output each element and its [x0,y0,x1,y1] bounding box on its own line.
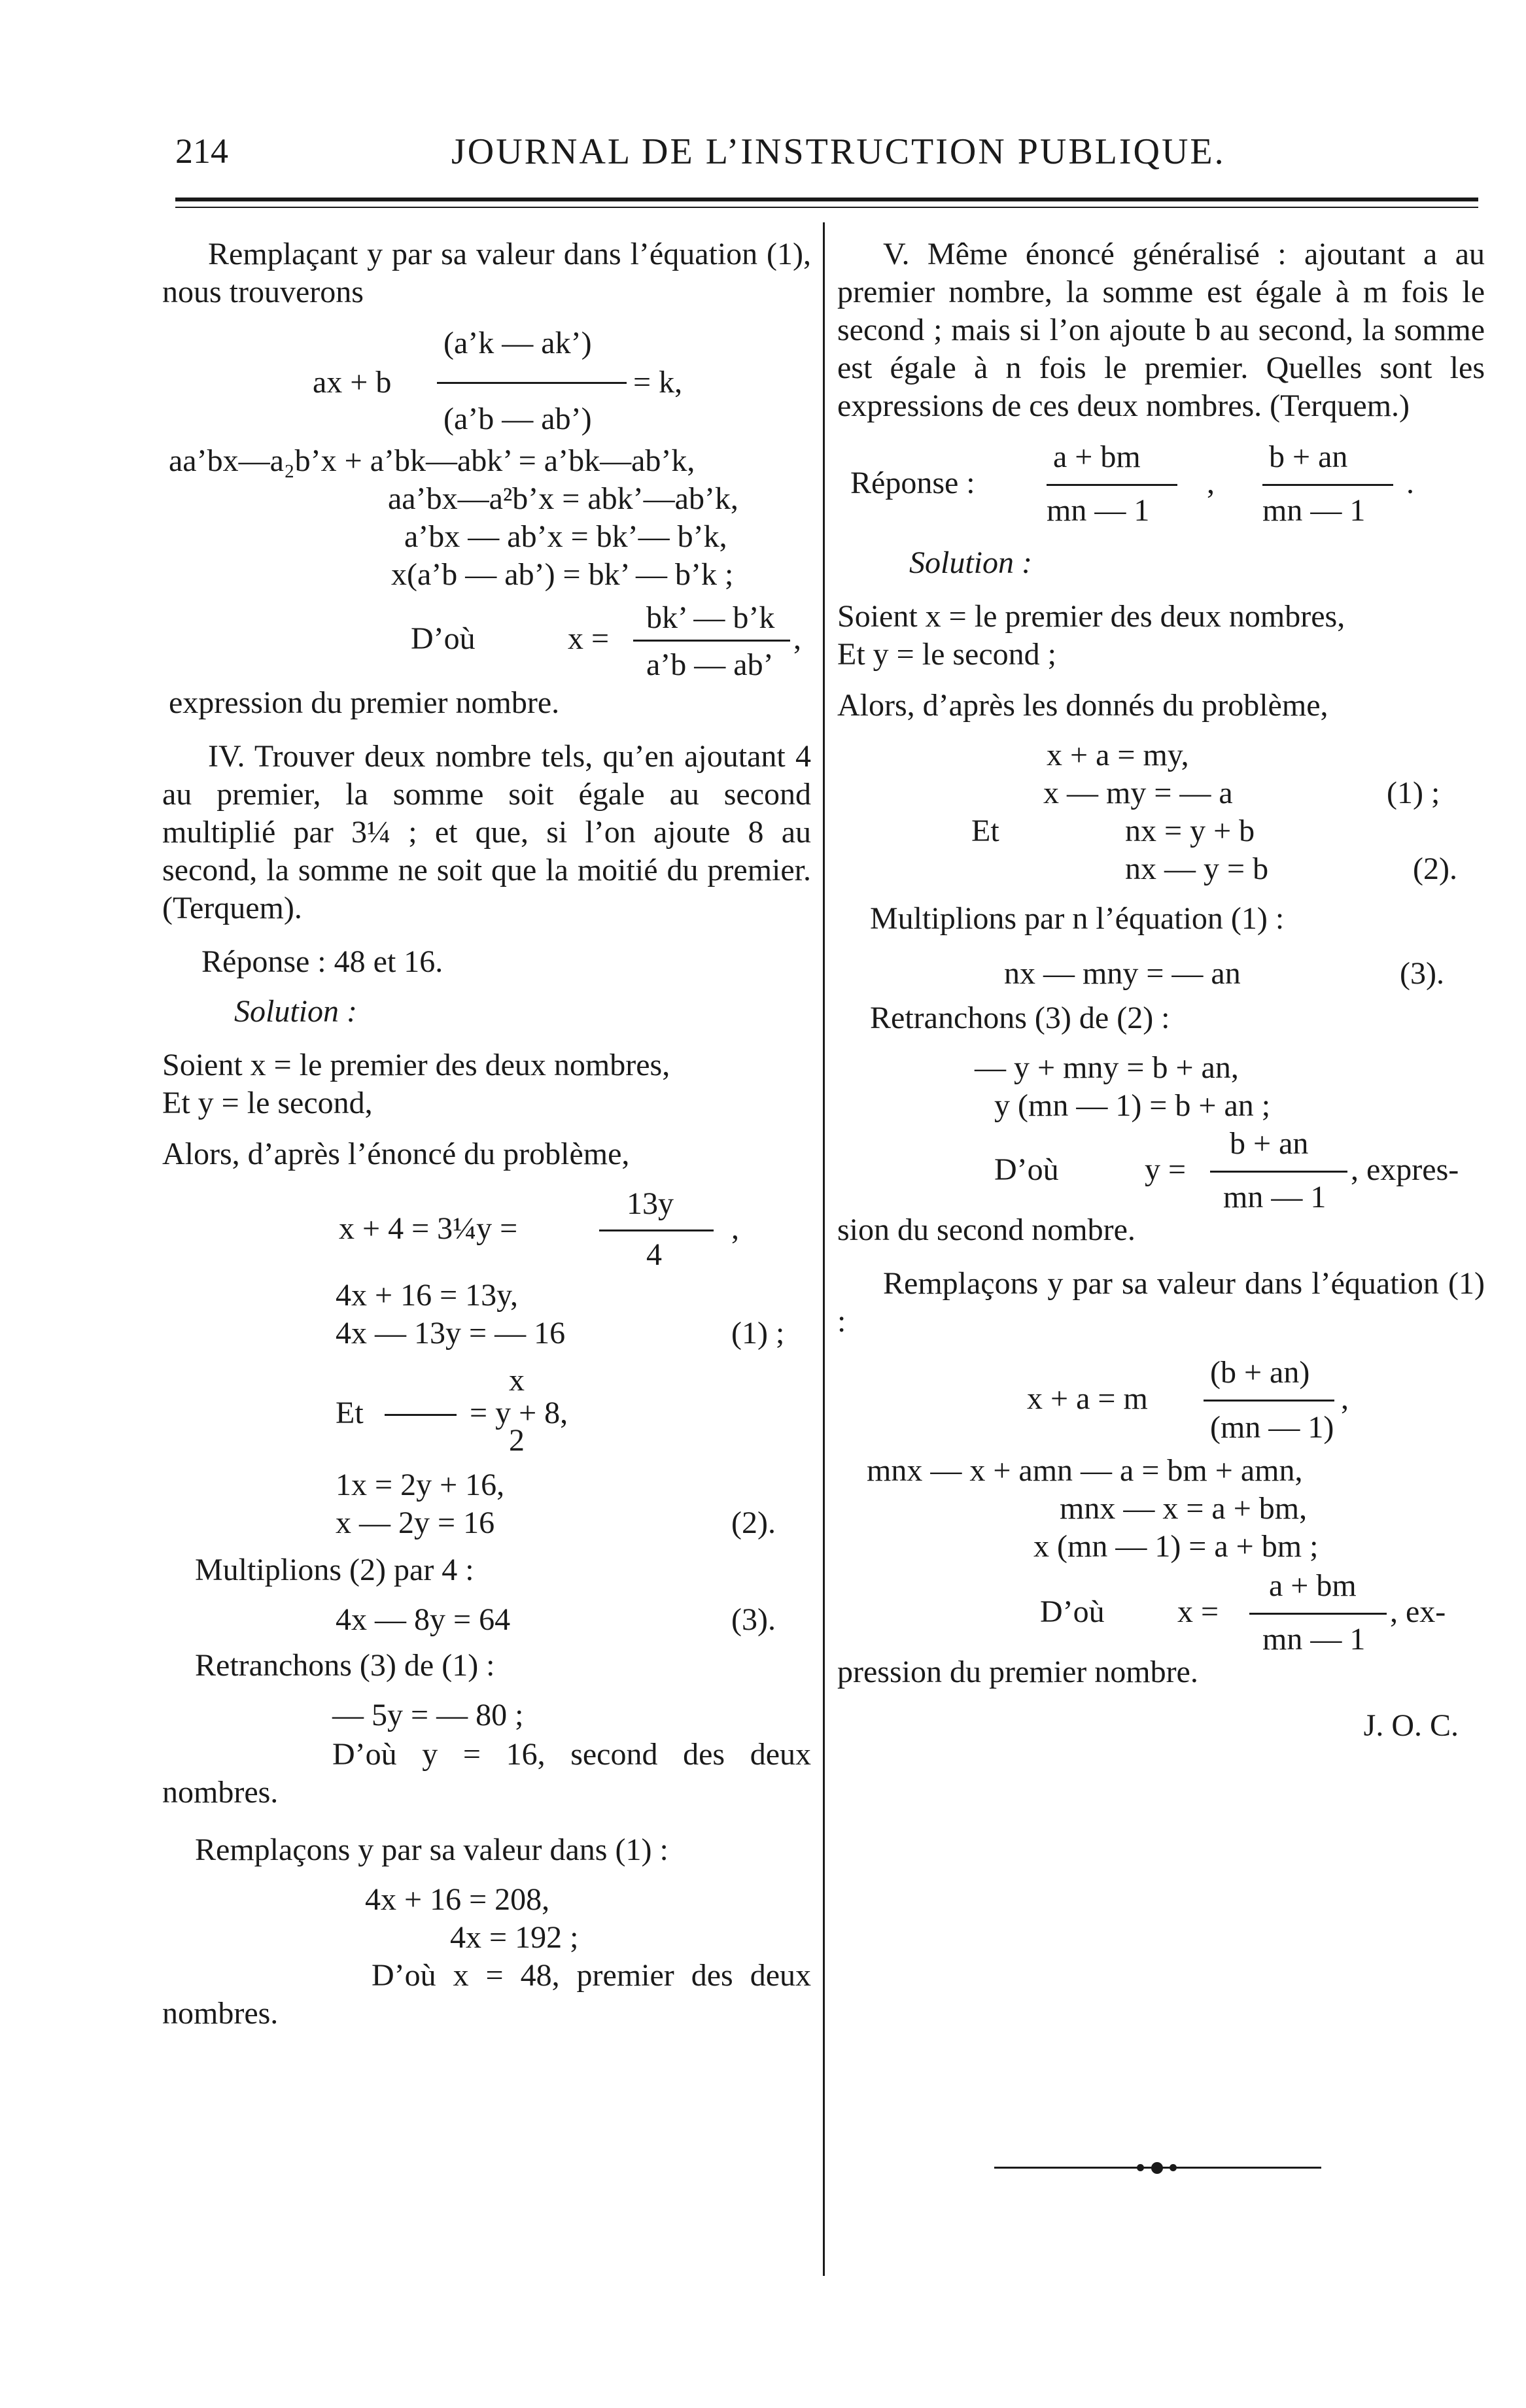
intro-paragraph: Remplaçant y par sa valeur dans l’équation (1), nous trouverons [162,237,811,309]
header-rule-thin [175,207,1478,208]
fraction-numerator: x [509,1363,525,1398]
end-ornament [994,2158,1321,2178]
column-divider [823,222,825,2276]
instruction-line: Retranchons (3) de (1) : [195,1648,495,1683]
equation-block [162,1696,811,1736]
fraction-denominator: mn — 1 [1262,493,1366,528]
fraction-numerator: a + bm [1269,1568,1357,1603]
definition-y: Et y = le second ; [837,637,1056,672]
fraction-bar [1210,1171,1347,1173]
header-rule [175,198,1478,201]
fraction-denominator: mn — 1 [1223,1180,1327,1214]
equation-fraction-1 [162,324,811,442]
separator: , [1207,466,1215,500]
equation-line: mnx — x = a + bm, [1060,1491,1308,1526]
fraction-bar [385,1414,457,1416]
equation-tail: , ex- [1390,1594,1446,1629]
equation-right: = k, [633,365,683,400]
result-line: D’où y = 16, second des deux nombres. [162,1737,811,1810]
conclusion-line: sion du second nombre. [837,1213,1136,1247]
instruction-line: Retranchons (3) de (2) : [870,1001,1170,1035]
equation-line: 1x = 2y + 16, [336,1468,505,1502]
equation-line: 4x + 16 = 13y, [336,1278,519,1313]
derivation-line: x(a’b — ab’) = bk’ — b’k ; [391,557,734,592]
equation-line: x — my = — a [1043,776,1233,810]
fraction-denominator: a’b — ab’ [646,647,774,682]
equation-left: Et [336,1396,364,1430]
equation-fraction-5 [837,1125,1485,1216]
definition-x: Soient x = le premier des deux nombres, [162,1048,670,1082]
definition-x: Soient x = le premier des deux nombres, [837,599,1345,634]
dou-label: D’où [411,621,476,656]
equation-var: x = [1177,1594,1219,1629]
equation-block [837,1049,1485,1125]
fraction-denominator: mn — 1 [1262,1622,1366,1657]
alors-line: Alors, d’après les donnés du problème, [837,688,1328,723]
equation-line: nx — mny = — an [1004,956,1241,991]
equation-number: (2). [1413,851,1457,886]
equation-tail: , expres- [1351,1152,1459,1187]
equation-line: — y + mny = b + an, [975,1050,1239,1085]
fraction-numerator: 13y [627,1186,674,1221]
alors-line: Alors, d’après l’énoncé du problème, [162,1137,630,1171]
right-column [837,235,1485,1745]
equation-left: ax + b [313,365,392,400]
fraction-denominator: mn — 1 [1047,493,1150,528]
instruction-line: Multiplions (2) par 4 : [195,1553,474,1587]
equation-block [837,1452,1485,1567]
equation-fraction-3 [162,1185,811,1277]
fraction-denominator: (mn — 1) [1210,1410,1334,1445]
result-line: D’où x = 48, premier des deux nombres. [162,1958,811,2031]
equation-line: 4x — 8y = 64 [336,1602,511,1637]
equation-fraction-2 [162,599,811,684]
equation-block [162,1277,811,1362]
equation-var: y = [1145,1152,1187,1187]
equation-line: y (mn — 1) = b + an ; [994,1088,1271,1123]
problem-iv: IV. Trouver deux nombre tels, qu’en ajoutant 4 au premier, la somme soit égale au second multiplié par 3¼ ; et que, si l’on ajoute 8 au second, la somme ne soit que la moitié du premier. (Terquem). [162,739,811,925]
answer-label: Réponse : [850,466,975,500]
fraction-bar [1047,484,1177,486]
fraction-numerator: (a’k — ak’) [443,326,592,360]
equation-line: x — 2y = 16 [336,1505,495,1540]
equation-label: Et [971,814,999,848]
derivation-lines [162,442,811,599]
equation-tail: , [1341,1381,1349,1416]
definition-y: Et y = le second, [162,1086,373,1120]
solution-heading: Solution : [234,994,357,1029]
equation-tail: . [1406,466,1414,500]
equation-line: mnx — x + amn — a = bm + amn, [867,1453,1303,1488]
conclusion-paragraph: expression du premier nombre. [169,685,560,720]
fraction-bar [437,382,627,384]
fraction-numerator: bk’ — b’k [646,600,775,635]
fraction-numerator: b + an [1269,439,1348,474]
ornament-dot [1137,2164,1144,2171]
equation-block [162,1466,811,1551]
derivation-line: a’bx — ab’x = bk’— b’k, [404,519,727,554]
ornament-dot [1170,2164,1177,2171]
equation-line: nx = y + b [1125,814,1255,848]
fraction-numerator: a + bm [1053,439,1141,474]
derivation-line: aa’bx—a²b’x = abk’—ab’k, [388,481,738,516]
equation-left: x + 4 = 3¼y = [339,1211,518,1246]
fraction-bar [1204,1400,1334,1402]
equation-left: x + a = m [1027,1381,1148,1416]
equation-line: nx — y = b [1125,851,1269,886]
ornament-dot [1151,2162,1163,2174]
problem-v: V. Même énoncé généralisé : ajoutant a au premier nombre, la somme est égale à m fois le second ; mais si l’on ajoute b au second, la somme est égale à n fois le premier. Quelles sont les expressions de ces deux nombres. (Terquem.) [837,237,1485,423]
fraction-numerator: (b + an) [1210,1355,1310,1390]
equation-block [837,950,1485,999]
dou-label: D’où [994,1152,1059,1187]
equation-line: 4x = 192 ; [450,1920,579,1955]
equation-line: 4x + 16 = 208, [365,1882,550,1917]
conclusion-line: pression du premier nombre. [837,1655,1198,1689]
fraction-denominator: (a’b — ab’) [443,402,592,436]
fraction-bar [633,640,790,642]
equation-fraction-7 [837,1567,1485,1659]
equation-right: = y + 8, [470,1396,568,1430]
answer-fractions [837,438,1485,536]
equation-block [162,1601,811,1647]
equation-block [162,1881,811,1957]
fraction-denominator: 4 [646,1237,662,1272]
system-equations [837,736,1485,900]
equation-var: x = [568,621,610,656]
instruction-line: Multiplions par n l’équation (1) : [870,901,1285,936]
solution-heading: Solution : [909,545,1032,580]
equation-number: (3). [1400,956,1444,991]
page-number: 214 [175,131,228,171]
equation-number: (2). [731,1505,776,1540]
instruction-paragraph: Remplaçons y par sa valeur dans l’équation (1) : [837,1266,1485,1339]
equation-number: (1) ; [1387,776,1440,810]
running-title: JOURNAL DE L’INSTRUCTION PUBLIQUE. [451,131,1226,172]
dou-label: D’où [1040,1594,1105,1629]
fraction-numerator: b + an [1230,1126,1309,1161]
equation-number: (1) ; [731,1316,785,1350]
signature: J. O. C. [1363,1708,1459,1743]
fraction-bar [1249,1613,1387,1615]
equation-line: 4x — 13y = — 16 [336,1316,566,1350]
equation-tail: , [793,621,801,656]
equation-number: (3). [731,1602,776,1637]
equation-tail: , [731,1211,739,1246]
fraction-bar [1262,484,1393,486]
equation-fraction-6 [837,1354,1485,1452]
fraction-denominator: 2 [509,1423,525,1458]
left-column [162,235,811,2046]
equation-line: x (mn — 1) = a + bm ; [1033,1529,1319,1564]
answer-line: Réponse : 48 et 16. [201,944,443,979]
equation-line: — 5y = — 80 ; [332,1698,524,1732]
equation-fraction-4 [162,1362,811,1466]
equation-line: x + a = my, [1047,738,1189,772]
instruction-line: Remplaçons y par sa valeur dans (1) : [195,1832,668,1867]
derivation-line: aa’bx—a₂b’x + a’bk—abk’ = a’bk—ab’k, [169,443,695,478]
fraction-bar [599,1230,714,1231]
